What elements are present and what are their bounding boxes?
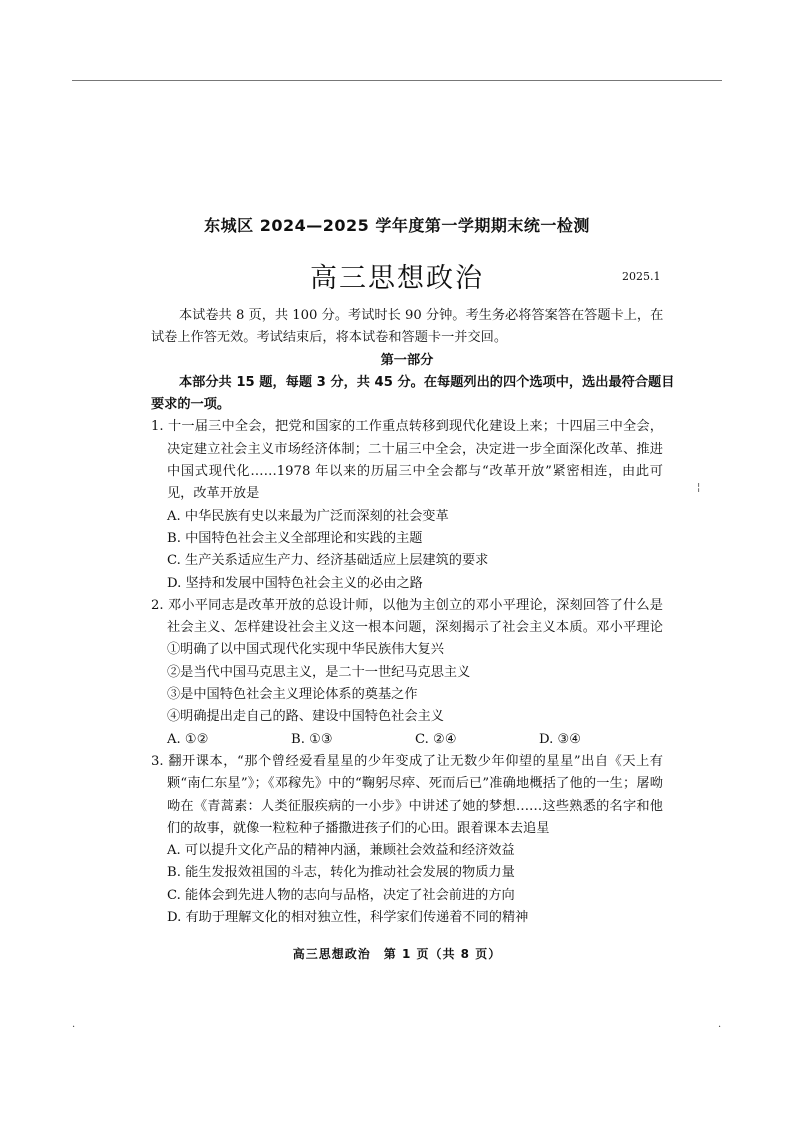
q2-option-d: D. ③④ (539, 731, 582, 747)
q3-option-d: D. 有助于理解文化的相对独立性，科学家们传递着不同的精神 (167, 910, 529, 926)
q3-stem-3: 呦在《青蒿素：人类征服疾病的一小步》中讲述了她的梦想……这些熟悉的名字和他 (167, 798, 663, 814)
q2-item-1: ①明确了以中国式现代化实现中华民族伟大复兴 (167, 642, 444, 658)
q2-item-3: ③是中国特色社会主义理论体系的奠基之作 (167, 687, 418, 703)
q3-option-c: C. 能体会到先进人物的志向与品格，决定了社会前进的方向 (167, 887, 515, 903)
part1-intro-line-2: 要求的一项。 (151, 397, 231, 413)
exam-date: 2025.1 (622, 270, 661, 283)
q2-stem-1: 2. 邓小平同志是改革开放的总设计师，以他为主创立的邓小平理论，深刻回答了什么是 (151, 597, 663, 613)
q2-options (151, 729, 663, 751)
q1-stem-2: 决定建立社会主义市场经济体制；二十届三中全会，决定进一步全面深化改革、推进 (167, 441, 663, 457)
q3-option-b: B. 能生发报效祖国的斗志，转化为推动社会发展的物质力量 (167, 865, 515, 881)
exam-content (151, 305, 675, 929)
scan-speck: · (718, 1022, 722, 1033)
q1-stem-3: 中国式现代化……1978 年以来的历届三中全会都与“改革开放”紧密相连，由此可 (167, 464, 663, 480)
q3-stem-4: 们的故事，就像一粒粒种子播撒进孩子们的心田。跟着课本去追星 (167, 820, 550, 836)
instructions-line-2: 试卷上作答无效。考试结束后，将本试卷和答题卡一并交回。 (151, 330, 508, 346)
subject-title: 高三思想政治 (310, 263, 484, 294)
q1-option-c: C. 生产关系适应生产力、经济基础适应上层建筑的要求 (167, 553, 489, 569)
q1-stem-4: 见，改革开放是 (167, 486, 260, 502)
q2-option-b: B. ①③ (291, 731, 333, 747)
scan-speck: ¦ (697, 482, 701, 493)
instructions-line-1: 本试卷共 8 页，共 100 分。考试时长 90 分钟。考生务必将答案答在答题卡上，在 (179, 308, 664, 323)
top-rule (72, 80, 722, 81)
q2-option-c: C. ②④ (415, 731, 457, 747)
q2-item-4: ④明确提出走自己的路、建设中国特色社会主义 (167, 709, 444, 725)
q3-option-a: A. 可以提升文化产品的精神内涵，兼顾社会效益和经济效益 (167, 843, 515, 859)
q2-option-a: A. ①② (167, 731, 209, 747)
q1-option-a: A. 中华民族有史以来最为广泛而深刻的社会变革 (167, 508, 449, 524)
q2-stem-2: 社会主义、怎样建设社会主义这一根本问题，深刻揭示了社会主义本质。邓小平理论 (167, 620, 663, 636)
q3-stem-1: 3. 翻开课本，“那个曾经爱看星星的少年变成了让无数少年仰望的星星”出自《天上有 (151, 753, 663, 769)
q1-stem-1: 1. 十一届三中全会，把党和国家的工作重点转移到现代化建设上来；十四届三中全会， (151, 419, 663, 435)
q3-stem-2: 颗“南仁东星”》；《邓稼先》中的“鞠躬尽瘁、死而后已”准确地概括了他的一生；屠呦 (167, 776, 663, 792)
q2-item-2: ②是当代中国马克思主义，是二十一世纪马克思主义 (167, 664, 471, 680)
exam-title: 东城区 2024—2025 学年度第一学期期末统一检测 (204, 216, 590, 235)
q1-option-d: D. 坚持和发展中国特色社会主义的必由之路 (167, 575, 423, 591)
page-footer: 高三思想政治 第 1 页（共 8 页） (292, 947, 502, 961)
part1-title: 第一部分 (380, 352, 434, 368)
scan-speck: · (72, 1022, 76, 1033)
part1-intro-line-1: 本部分共 15 题，每题 3 分，共 45 分。在每题列出的四个选项中，选出最符合题目 (179, 374, 675, 390)
q1-option-b: B. 中国特色社会主义全部理论和实践的主题 (167, 530, 423, 546)
